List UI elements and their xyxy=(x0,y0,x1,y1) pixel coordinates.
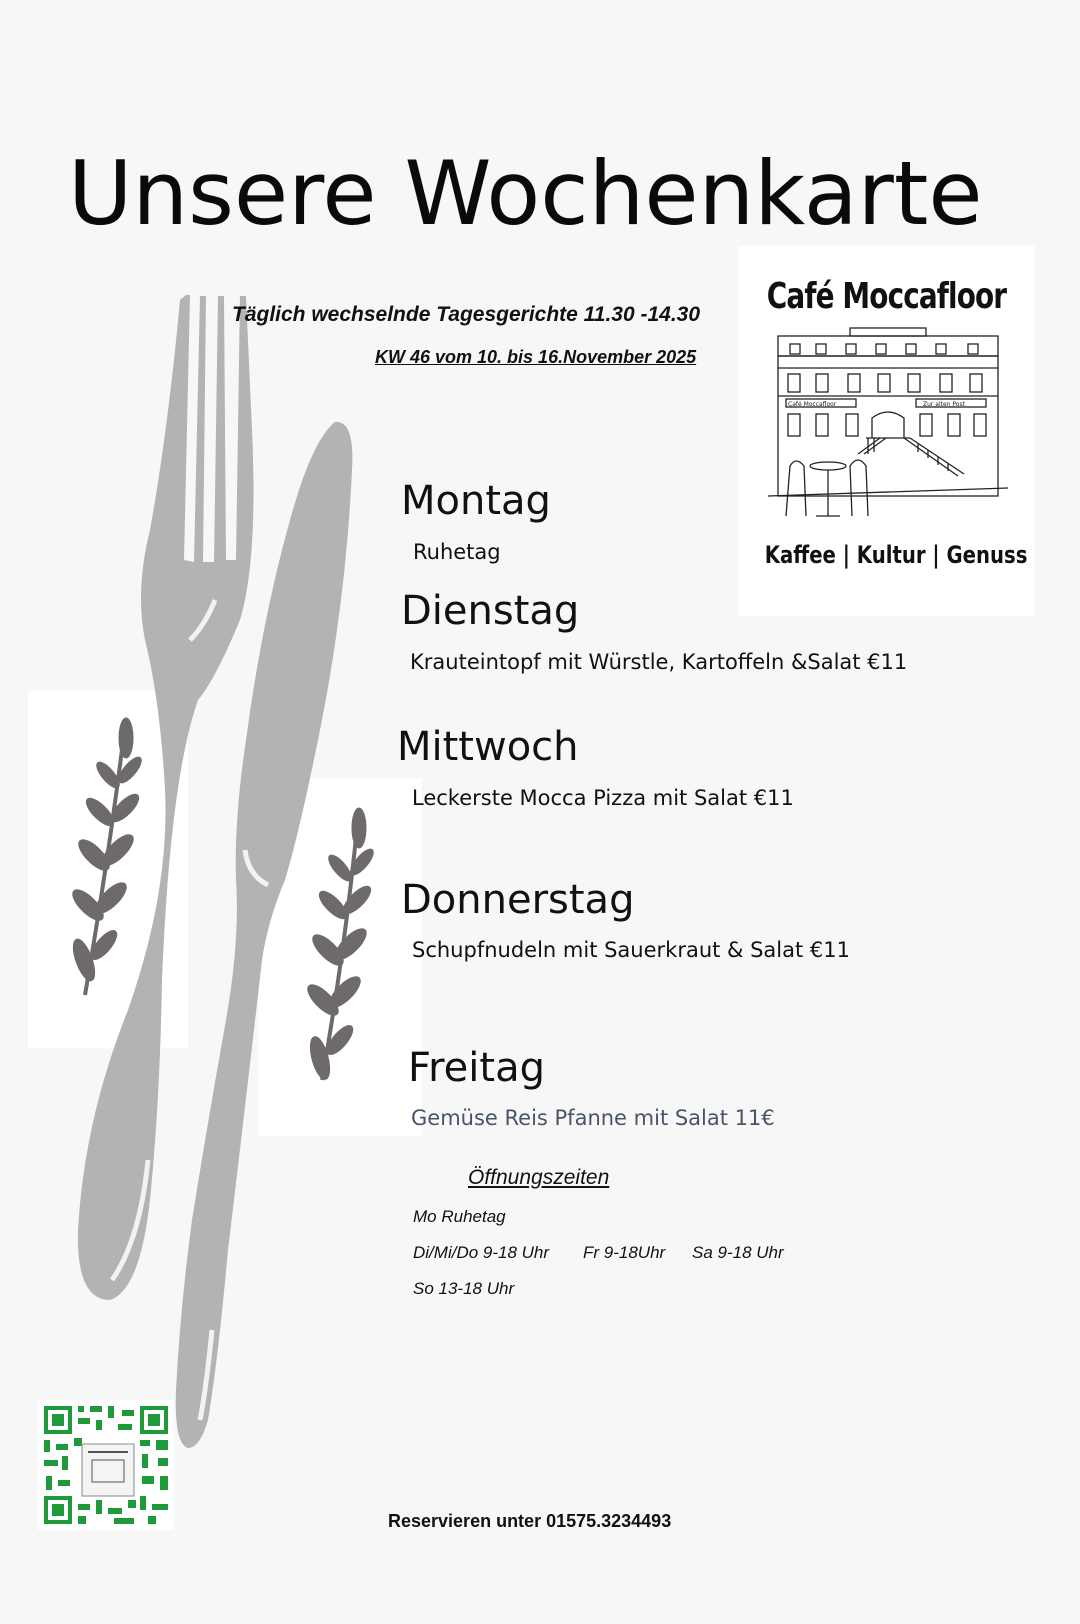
hours-sunday: So 13-18 Uhr xyxy=(413,1279,515,1298)
day-thursday: Donnerstag xyxy=(401,877,635,923)
building-drawing-icon xyxy=(768,326,1008,526)
day-tuesday: Dienstag xyxy=(401,588,580,634)
week-range: KW 46 vom 10. bis 16.November 2025 xyxy=(375,347,697,367)
dish-tuesday: Krauteintopf mit Würstle, Kartoffeln &Salat €11 xyxy=(410,650,908,674)
logo-tagline: Kaffee | Kultur | Genuss xyxy=(764,541,1028,569)
sign-right: Zur alten Post xyxy=(923,401,965,408)
qr-code[interactable] xyxy=(38,1400,174,1530)
sign-left: Café Moccafloor xyxy=(788,401,837,408)
hours-friday: Fr 9-18Uhr xyxy=(583,1243,666,1262)
dish-monday: Ruhetag xyxy=(413,540,501,564)
dish-thursday: Schupfnudeln mit Sauerkraut & Salat €11 xyxy=(412,938,850,962)
opening-hours-title: Öffnungszeiten xyxy=(468,1166,610,1189)
day-monday: Montag xyxy=(401,478,551,524)
hours-saturday: Sa 9-18 Uhr xyxy=(692,1243,784,1262)
day-friday: Freitag xyxy=(408,1045,545,1091)
dish-friday: Gemüse Reis Pfanne mit Salat 11€ xyxy=(411,1106,775,1130)
page-title: Unsere Wochenkarte xyxy=(68,142,983,245)
hours-monday: Mo Ruhetag xyxy=(413,1207,506,1226)
day-wednesday: Mittwoch xyxy=(397,724,579,770)
cafe-logo xyxy=(738,246,1035,616)
logo-name: Café Moccafloor xyxy=(766,276,1007,317)
daily-dishes-subtitle: Täglich wechselnde Tagesgerichte 11.30 -14.30 xyxy=(232,303,701,326)
reservation-phone: Reservieren unter 01575.3234493 xyxy=(388,1511,672,1531)
hours-di-mi-do: Di/Mi/Do 9-18 Uhr xyxy=(413,1243,550,1262)
dish-wednesday: Leckerste Mocca Pizza mit Salat €11 xyxy=(412,786,794,810)
